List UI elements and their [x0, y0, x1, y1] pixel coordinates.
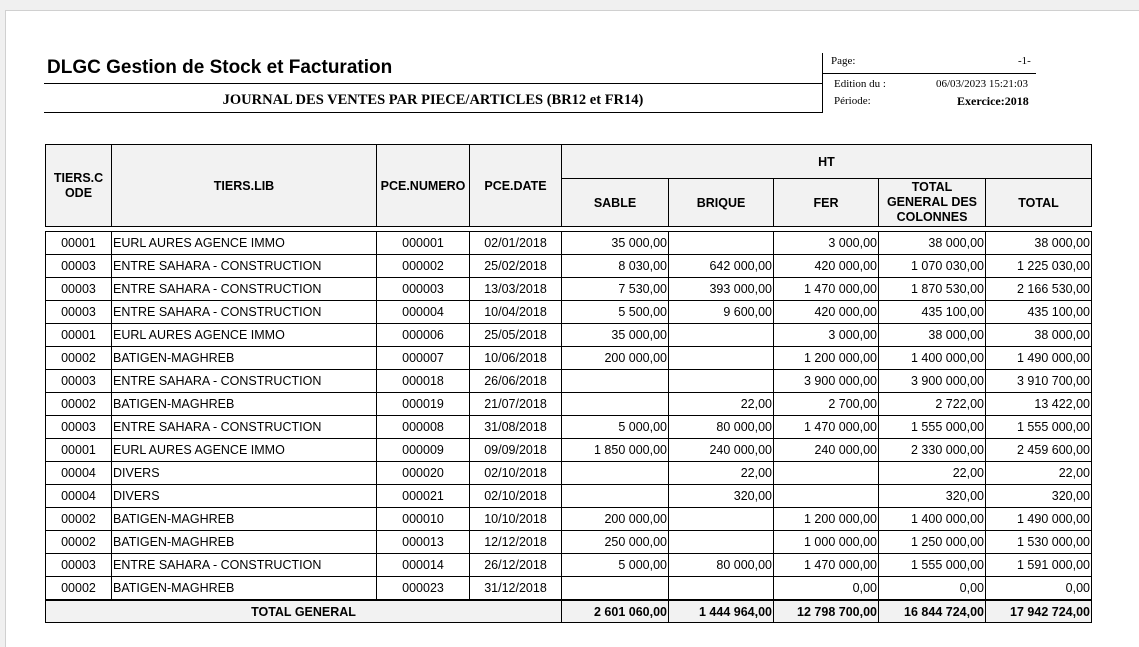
cell-pce-date: 02/10/2018: [470, 462, 562, 485]
total-total: 17 942 724,00: [986, 600, 1092, 623]
page-label: Page:: [831, 55, 856, 67]
cell-pce-date: 02/10/2018: [470, 485, 562, 508]
cell-total-general-colonnes: 1 555 000,00: [879, 554, 986, 577]
cell-total-general-colonnes: 1 870 530,00: [879, 278, 986, 301]
cell-total: 38 000,00: [986, 232, 1092, 255]
cell-total: 13 422,00: [986, 393, 1092, 416]
cell-total: 1 225 030,00: [986, 255, 1092, 278]
cell-fer: 240 000,00: [774, 439, 879, 462]
cell-tiers-lib: ENTRE SAHARA - CONSTRUCTION: [112, 278, 377, 301]
col-header-tiers-code: TIERS.CODE: [46, 145, 112, 227]
cell-tiers-code: 00001: [46, 324, 112, 347]
cell-total: 1 555 000,00: [986, 416, 1092, 439]
total-label: TOTAL GENERAL: [46, 600, 562, 623]
cell-pce-numero: 000023: [377, 577, 470, 601]
cell-total: 435 100,00: [986, 301, 1092, 324]
cell-tiers-code: 00003: [46, 370, 112, 393]
cell-pce-date: 09/09/2018: [470, 439, 562, 462]
cell-tiers-lib: ENTRE SAHARA - CONSTRUCTION: [112, 301, 377, 324]
cell-pce-numero: 000021: [377, 485, 470, 508]
col-header-total-general-colonnes: TOTAL GENERAL DES COLONNES: [879, 179, 986, 227]
cell-tiers-lib: DIVERS: [112, 462, 377, 485]
col-group-header-ht: HT: [562, 145, 1092, 179]
cell-tiers-code: 00002: [46, 577, 112, 601]
cell-total: 1 490 000,00: [986, 347, 1092, 370]
cell-tiers-lib: ENTRE SAHARA - CONSTRUCTION: [112, 370, 377, 393]
col-header-pce-numero: PCE.NUMERO: [377, 145, 470, 227]
cell-pce-date: 26/06/2018: [470, 370, 562, 393]
cell-pce-date: 21/07/2018: [470, 393, 562, 416]
cell-tiers-lib: EURL AURES AGENCE IMMO: [112, 324, 377, 347]
cell-pce-date: 31/08/2018: [470, 416, 562, 439]
cell-pce-numero: 000001: [377, 232, 470, 255]
exercice-label: Exercice:2018: [957, 94, 1029, 108]
cell-sable: 200 000,00: [562, 508, 669, 531]
cell-tiers-code: 00002: [46, 347, 112, 370]
cell-tiers-code: 00001: [46, 232, 112, 255]
table-row: [46, 485, 1092, 508]
cell-tiers-lib: BATIGEN-MAGHREB: [112, 347, 377, 370]
table-row: [46, 508, 1092, 531]
cell-sable: 1 850 000,00: [562, 439, 669, 462]
table-row: [46, 232, 1092, 255]
cell-pce-numero: 000003: [377, 278, 470, 301]
cell-sable: 5 000,00: [562, 554, 669, 577]
cell-sable: 8 030,00: [562, 255, 669, 278]
cell-fer: 1 470 000,00: [774, 278, 879, 301]
table-row: [46, 301, 1092, 324]
cell-tiers-code: 00003: [46, 255, 112, 278]
cell-tiers-code: 00003: [46, 301, 112, 324]
cell-fer: 3 900 000,00: [774, 370, 879, 393]
cell-tiers-lib: ENTRE SAHARA - CONSTRUCTION: [112, 416, 377, 439]
cell-pce-date: 10/04/2018: [470, 301, 562, 324]
cell-pce-date: 12/12/2018: [470, 531, 562, 554]
cell-pce-numero: 000007: [377, 347, 470, 370]
cell-pce-date: 31/12/2018: [470, 577, 562, 601]
edition-date: 06/03/2023 15:21:03: [936, 78, 1028, 90]
cell-tiers-code: 00002: [46, 508, 112, 531]
edition-label: Edition du :: [834, 78, 886, 90]
cell-fer: 1 000 000,00: [774, 531, 879, 554]
periode-label: Période:: [834, 95, 871, 107]
cell-tiers-lib: BATIGEN-MAGHREB: [112, 393, 377, 416]
cell-tiers-lib: BATIGEN-MAGHREB: [112, 508, 377, 531]
cell-brique: [669, 370, 774, 393]
cell-fer: 3 000,00: [774, 324, 879, 347]
meta-box-left-border: [822, 53, 823, 113]
report-page: [5, 10, 1139, 647]
cell-sable: [562, 462, 669, 485]
col-header-pce-date: PCE.DATE: [470, 145, 562, 227]
cell-total-general-colonnes: 1 400 000,00: [879, 347, 986, 370]
cell-tiers-code: 00002: [46, 393, 112, 416]
cell-pce-numero: 000019: [377, 393, 470, 416]
table-row: [46, 255, 1092, 278]
table-row: [46, 324, 1092, 347]
cell-brique: 240 000,00: [669, 439, 774, 462]
cell-brique: 22,00: [669, 462, 774, 485]
cell-brique: [669, 347, 774, 370]
cell-sable: [562, 370, 669, 393]
cell-tiers-lib: EURL AURES AGENCE IMMO: [112, 439, 377, 462]
col-header-tiers-lib: TIERS.LIB: [112, 145, 377, 227]
cell-fer: 1 200 000,00: [774, 347, 879, 370]
cell-tiers-code: 00003: [46, 554, 112, 577]
cell-sable: 5 500,00: [562, 301, 669, 324]
cell-sable: 200 000,00: [562, 347, 669, 370]
cell-brique: 642 000,00: [669, 255, 774, 278]
cell-total: 38 000,00: [986, 324, 1092, 347]
cell-total: 0,00: [986, 577, 1092, 601]
table-row: [46, 439, 1092, 462]
cell-pce-numero: 000004: [377, 301, 470, 324]
cell-total-general-colonnes: 38 000,00: [879, 232, 986, 255]
cell-pce-numero: 000020: [377, 462, 470, 485]
cell-pce-date: 25/02/2018: [470, 255, 562, 278]
cell-total-general-colonnes: 1 400 000,00: [879, 508, 986, 531]
sales-journal-table: [45, 144, 1092, 623]
cell-total: 1 591 000,00: [986, 554, 1092, 577]
col-header-brique: BRIQUE: [669, 179, 774, 227]
cell-brique: 22,00: [669, 393, 774, 416]
cell-fer: 420 000,00: [774, 255, 879, 278]
cell-pce-numero: 000013: [377, 531, 470, 554]
col-header-sable: SABLE: [562, 179, 669, 227]
cell-brique: 320,00: [669, 485, 774, 508]
cell-total: 320,00: [986, 485, 1092, 508]
cell-fer: [774, 462, 879, 485]
cell-fer: 1 200 000,00: [774, 508, 879, 531]
cell-tiers-code: 00001: [46, 439, 112, 462]
total-sable: 2 601 060,00: [562, 600, 669, 623]
table-row: [46, 370, 1092, 393]
cell-tiers-lib: BATIGEN-MAGHREB: [112, 531, 377, 554]
cell-sable: 250 000,00: [562, 531, 669, 554]
table-row: [46, 416, 1092, 439]
cell-fer: 3 000,00: [774, 232, 879, 255]
cell-total: 1 490 000,00: [986, 508, 1092, 531]
cell-pce-date: 10/06/2018: [470, 347, 562, 370]
cell-total-general-colonnes: 2 722,00: [879, 393, 986, 416]
cell-tiers-code: 00004: [46, 485, 112, 508]
table-row: [46, 278, 1092, 301]
cell-total-general-colonnes: 1 555 000,00: [879, 416, 986, 439]
cell-sable: [562, 577, 669, 601]
cell-brique: 80 000,00: [669, 416, 774, 439]
cell-pce-date: 10/10/2018: [470, 508, 562, 531]
cell-total: 3 910 700,00: [986, 370, 1092, 393]
total-general-colonnes: 16 844 724,00: [879, 600, 986, 623]
table-row: [46, 531, 1092, 554]
cell-total-general-colonnes: 0,00: [879, 577, 986, 601]
cell-total-general-colonnes: 38 000,00: [879, 324, 986, 347]
table-row: [46, 347, 1092, 370]
meta-box-divider: [822, 73, 1036, 74]
cell-sable: 35 000,00: [562, 232, 669, 255]
cell-tiers-code: 00004: [46, 462, 112, 485]
table-body: [46, 227, 1092, 601]
total-row: [46, 600, 1092, 623]
table-row: [46, 393, 1092, 416]
cell-total: 2 166 530,00: [986, 278, 1092, 301]
col-header-total: TOTAL: [986, 179, 1092, 227]
cell-pce-date: 02/01/2018: [470, 232, 562, 255]
cell-pce-numero: 000009: [377, 439, 470, 462]
cell-total-general-colonnes: 2 330 000,00: [879, 439, 986, 462]
total-brique: 1 444 964,00: [669, 600, 774, 623]
cell-pce-numero: 000006: [377, 324, 470, 347]
cell-total: 1 530 000,00: [986, 531, 1092, 554]
cell-tiers-code: 00002: [46, 531, 112, 554]
cell-pce-numero: 000002: [377, 255, 470, 278]
cell-sable: [562, 485, 669, 508]
cell-sable: 35 000,00: [562, 324, 669, 347]
cell-fer: 1 470 000,00: [774, 416, 879, 439]
table-row: [46, 577, 1092, 601]
cell-pce-date: 13/03/2018: [470, 278, 562, 301]
cell-total-general-colonnes: 435 100,00: [879, 301, 986, 324]
cell-pce-numero: 000010: [377, 508, 470, 531]
cell-total-general-colonnes: 1 250 000,00: [879, 531, 986, 554]
cell-fer: [774, 485, 879, 508]
col-header-fer: FER: [774, 179, 879, 227]
report-title-underline: [44, 112, 822, 113]
total-fer: 12 798 700,00: [774, 600, 879, 623]
cell-total-general-colonnes: 320,00: [879, 485, 986, 508]
cell-tiers-code: 00003: [46, 416, 112, 439]
cell-tiers-lib: DIVERS: [112, 485, 377, 508]
cell-brique: [669, 508, 774, 531]
cell-total: 2 459 600,00: [986, 439, 1092, 462]
cell-pce-date: 26/12/2018: [470, 554, 562, 577]
cell-tiers-lib: ENTRE SAHARA - CONSTRUCTION: [112, 255, 377, 278]
cell-brique: [669, 577, 774, 601]
table-row: [46, 462, 1092, 485]
report-title: JOURNAL DES VENTES PAR PIECE/ARTICLES (BR12 et FR14): [222, 92, 644, 108]
cell-total-general-colonnes: 3 900 000,00: [879, 370, 986, 393]
cell-fer: 1 470 000,00: [774, 554, 879, 577]
cell-fer: 2 700,00: [774, 393, 879, 416]
cell-brique: [669, 232, 774, 255]
cell-total-general-colonnes: 1 070 030,00: [879, 255, 986, 278]
cell-sable: [562, 393, 669, 416]
cell-sable: 5 000,00: [562, 416, 669, 439]
cell-brique: 393 000,00: [669, 278, 774, 301]
cell-pce-date: 25/05/2018: [470, 324, 562, 347]
page-number: -1-: [1018, 55, 1031, 67]
cell-brique: [669, 531, 774, 554]
app-title: DLGC Gestion de Stock et Facturation: [47, 57, 393, 78]
cell-total-general-colonnes: 22,00: [879, 462, 986, 485]
cell-brique: [669, 324, 774, 347]
cell-tiers-lib: EURL AURES AGENCE IMMO: [112, 232, 377, 255]
cell-tiers-lib: ENTRE SAHARA - CONSTRUCTION: [112, 554, 377, 577]
cell-tiers-lib: BATIGEN-MAGHREB: [112, 577, 377, 601]
cell-fer: 0,00: [774, 577, 879, 601]
cell-tiers-code: 00003: [46, 278, 112, 301]
cell-total: 22,00: [986, 462, 1092, 485]
cell-pce-numero: 000014: [377, 554, 470, 577]
cell-brique: 9 600,00: [669, 301, 774, 324]
title-underline: [44, 83, 822, 84]
cell-pce-numero: 000008: [377, 416, 470, 439]
cell-brique: 80 000,00: [669, 554, 774, 577]
cell-pce-numero: 000018: [377, 370, 470, 393]
cell-sable: 7 530,00: [562, 278, 669, 301]
table-row: [46, 554, 1092, 577]
cell-fer: 420 000,00: [774, 301, 879, 324]
